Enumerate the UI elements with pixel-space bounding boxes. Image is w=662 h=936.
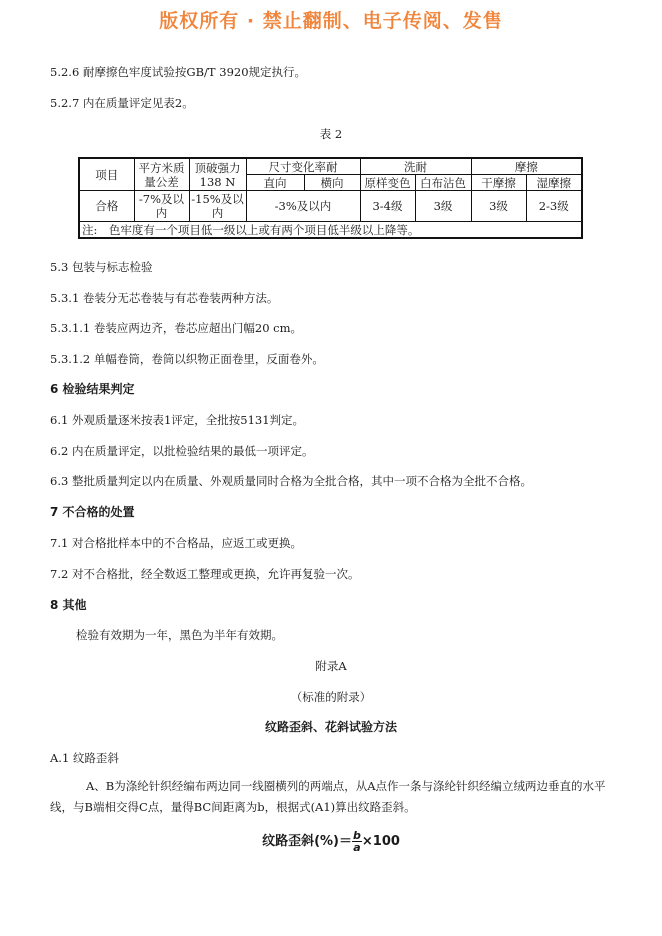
clause-a-1-paragraph: A、B为涤纶针织经编布两边同一线圈横列的两端点，从A点作一条与涤纶针织经编立绒两边垂直的水平线，与B端相交得C点，量得BC间距离为b，根据式(A1)算出纹路歪斜。: [50, 779, 606, 814]
clause-5-2-7: 5.2.7 内在质量评定见表2。: [50, 96, 194, 110]
clause-6-1: 6.1 外观质量逐米按表1评定，全批按5131判定。: [50, 413, 305, 427]
cell-cloth-stain: 3级: [415, 191, 471, 222]
clause-6-2: 6.2 内在质量评定，以批检验结果的最低一项评定。: [50, 444, 314, 458]
clause-7-2: 7.2 对不合格批，经全数返工整理或更换，允许再复验一次。: [50, 567, 360, 581]
section-7-heading: 7 不合格的处置: [50, 505, 135, 519]
appendix-subtitle: （标准的附录）: [290, 690, 372, 704]
header-area-tolerance: 平方米质量公差: [134, 158, 189, 191]
subheader-sample-change: 原样变色: [360, 175, 415, 191]
clause-5-3-1-2: 5.3.1.2 单幅卷筒，卷筒以织物正面卷里，反面卷外。: [50, 352, 324, 366]
formula-denominator: a: [353, 841, 361, 854]
formula-fraction: [352, 830, 362, 853]
appendix-label: 附录A: [315, 659, 347, 673]
header-burst-strength: 顶破强力138 N: [189, 158, 246, 191]
formula-numerator: b: [353, 829, 361, 842]
subheader-weft: 横向: [304, 175, 360, 191]
watermark-banner: 版权所有 · 禁止翻制、电子传阅、发售: [159, 10, 503, 32]
header-dimension-change: 尺寸变化率耐: [246, 158, 360, 175]
clause-7-1: 7.1 对合格批样本中的不合格品，应返工或更换。: [50, 536, 302, 550]
header-rubbing: 摩擦: [471, 158, 582, 175]
section-8-text: 检验有效期为一年，黑色为半年有效期。: [76, 628, 283, 642]
cell-sample-change: 3-4级: [360, 191, 415, 222]
clause-5-3: 5.3 包装与标志检验: [50, 260, 153, 274]
formula-lhs: 纹路歪斜(%)＝: [262, 834, 352, 849]
clause-6-3: 6.3 整批质量判定以内在质量、外观质量同时合格为全批合格，其中一项不合格为全批不合格。: [50, 474, 532, 488]
header-washing: 洗耐: [360, 158, 471, 175]
table-caption: 表 2: [319, 127, 343, 141]
cell-area-tolerance: -7%及以内: [134, 191, 189, 222]
section-6-heading: 6 检验结果判定: [50, 382, 135, 396]
formula-rhs: ×100: [361, 834, 400, 849]
row-label: 合格: [79, 191, 134, 222]
cell-dimension-change: -3%及以内: [246, 191, 360, 222]
subheader-cloth-stain: 白布沾色: [415, 175, 471, 191]
cell-dry-rub: 3级: [471, 191, 526, 222]
clause-5-3-1-1: 5.3.1.1 卷装应两边齐，卷芯应超出门幅20 cm。: [50, 321, 303, 335]
subheader-dry-rub: 干摩擦: [471, 175, 526, 191]
table-note: 注: 色牢度有一个项目低一级以上或有两个项目低半级以上降等。: [79, 222, 582, 239]
clause-5-2-6: 5.2.6 耐摩擦色牢度试验按GB/T 3920规定执行。: [50, 65, 307, 79]
subheader-warp: 直向: [246, 175, 304, 191]
appendix-title: 纹路歪斜、花斜试验方法: [264, 720, 397, 734]
quality-table: [78, 157, 583, 239]
skew-formula: [0, 830, 662, 853]
cell-wet-rub: 2-3级: [526, 191, 582, 222]
cell-burst-strength: -15%及以内: [189, 191, 246, 222]
subheader-wet-rub: 湿摩擦: [526, 175, 582, 191]
header-item: 项目: [79, 158, 134, 191]
clause-5-3-1: 5.3.1 卷装分无芯卷装与有芯卷装两种方法。: [50, 291, 279, 305]
section-8-heading: 8 其他: [50, 598, 87, 612]
clause-a-1: A.1 纹路歪斜: [50, 751, 119, 765]
